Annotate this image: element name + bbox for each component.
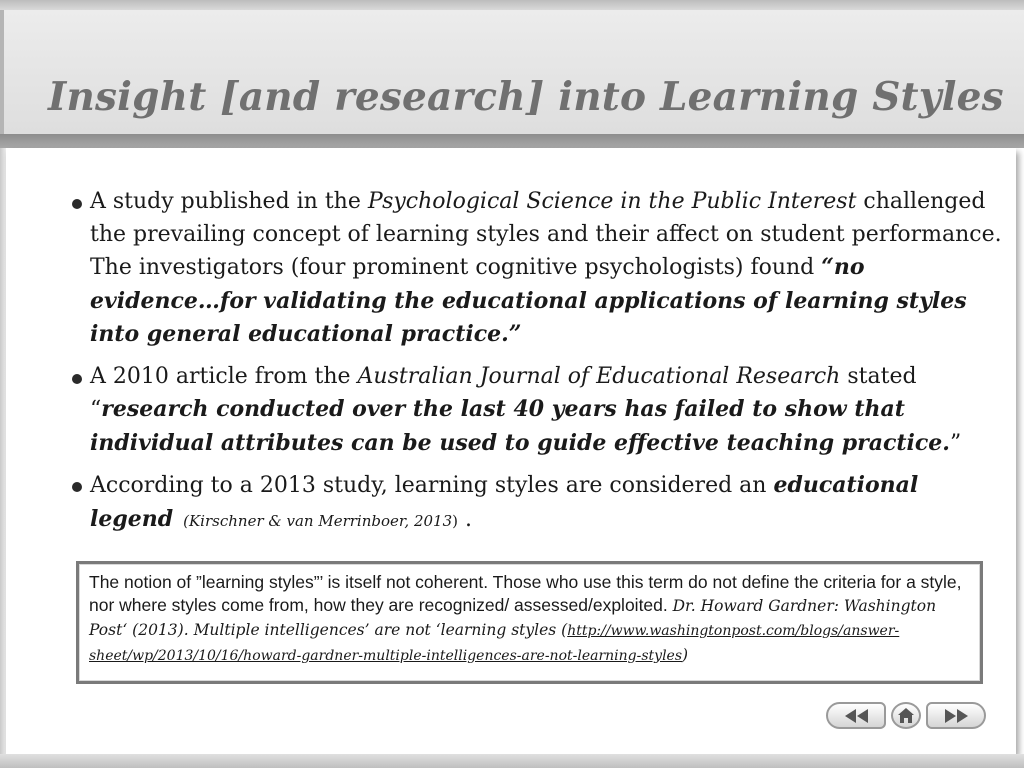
next-icon [945,709,968,723]
journal-name: Psychological Science in the Public Interest [367,189,857,214]
journal-name: Australian Journal of Educational Research [357,363,841,389]
slide-title: Insight [and research] into Learning Styles [48,74,1004,120]
bullet-icon [72,374,82,384]
emphasis-term: educational legend [90,472,919,532]
prev-icon [845,709,868,723]
next-slide-button[interactable] [926,702,986,729]
title-divider [0,134,1024,148]
slide-top-strip [0,0,1024,10]
quoted-finding: research conducted over the last 40 years has failed to show that individual attributes can be used to guide effective teaching practice. [90,396,950,456]
quote-attribution: Dr. Howard Gardner: Washington Post‘ (2013). Multiple intelligences’ are not ‘learning styles ( [89,597,937,639]
gardner-quote-box: The notion of ”learning styles”’ is itself not coherent. Those who use this term do not define the criteria for a style, nor where styles come from, how they are recognized/ assessed/exploited. Dr. Howard Gardner: Washington Post‘ (2013). Multiple intelligences’ are not ‘learning styles (http://www.washingtonpost.com/blogs/answer-sheet/wp/2013/10/16/howard-gardner-multiple-intelligences-are-not-learning-styles) [76,561,983,684]
bullet-item: A 2010 article from the Australian Journal of Educational Research stated “research conducted over the last 40 years has failed to show that individual attributes can be used to guide effective teaching practice.” [72,361,1002,461]
slide-bottom-edge [0,754,1024,768]
home-button[interactable] [891,702,921,729]
bullet-list [72,186,1002,546]
bullet-icon [72,482,82,492]
citation: (Kirschner & van Merrinboer, 2013) [183,511,458,530]
quoted-finding: “no evidence…for validating the educational applications of learning styles into general educational practice.” [90,254,967,347]
bullet-item: According to a 2013 study, learning styles are considered an educational legend (Kirschner & van Merrinboer, 2013) . [72,469,1002,537]
bullet-icon [72,199,82,209]
source-link[interactable]: http://www.washingtonpost.com/blogs/answer-sheet/wp/2013/10/16/howard-gardner-multiple-intelligences-are-not-learning-styles [89,623,900,664]
quote-text: The notion of ”learning styles”’ is itself not coherent. Those who use this term do not define the criteria for a style, nor where styles come from, how they are recognized/ assessed/exploited. [89,572,962,615]
home-icon [897,707,915,724]
bullet-item: A study published in the Psychological Science in the Public Interest challenged the prevailing concept of learning styles and their affect on student performance. The investigators (four prominent cognitive psychologists) found “no evidence…for validating the educational applications of learning styles into general educational practice.” [72,186,1002,352]
previous-slide-button[interactable] [826,702,886,729]
